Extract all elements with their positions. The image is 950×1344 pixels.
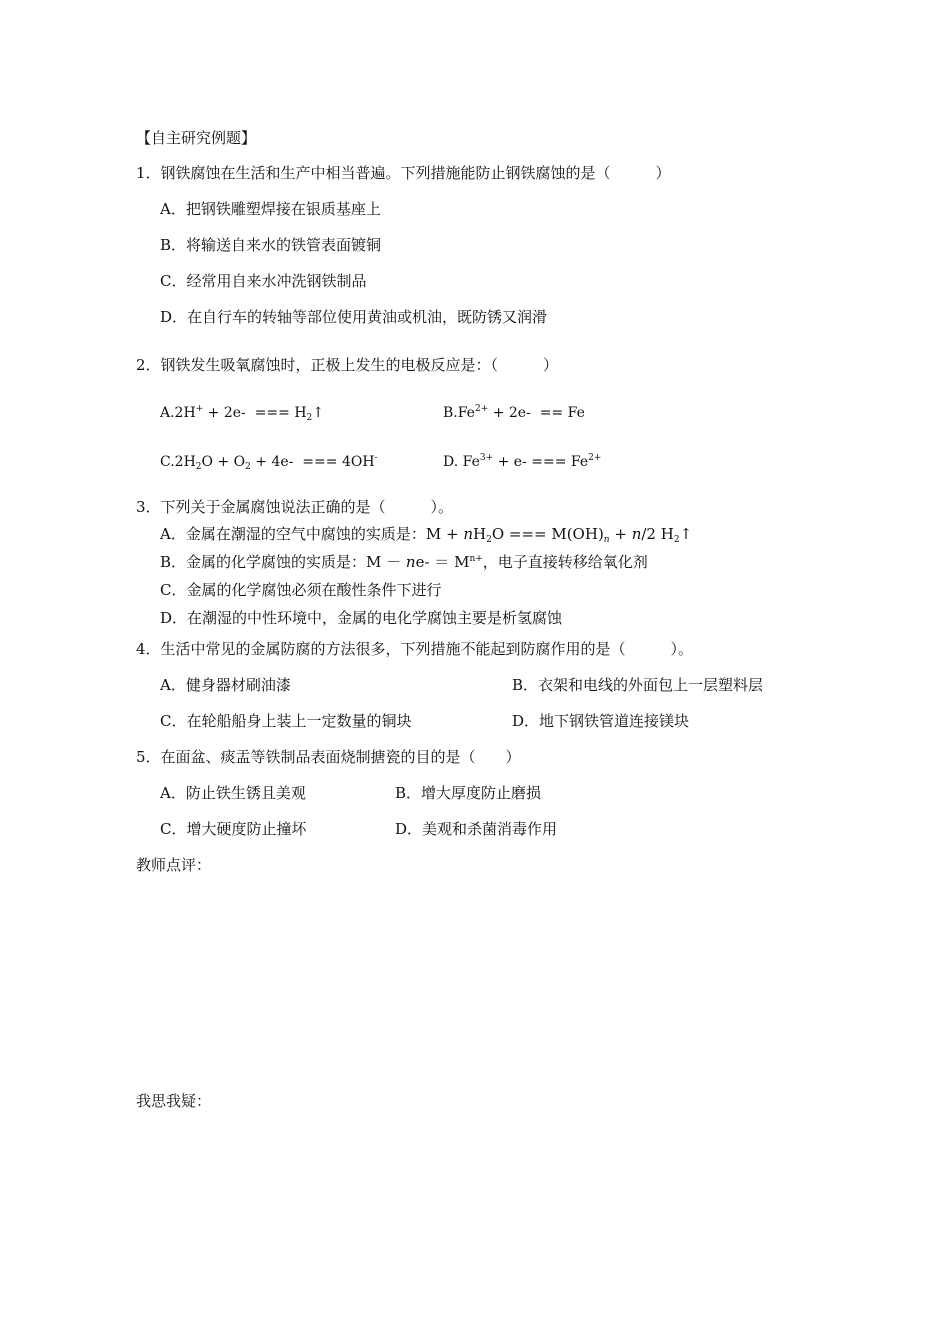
question-1-option-d: D．在自行车的转轴等部位使用黄油或机油，既防锈又润滑 bbox=[160, 308, 548, 326]
question-3-option-b: B．金属的化学腐蚀的实质是：$M - ne- = M^{n+}$，电子直接转移给氧化剂 bbox=[160, 553, 648, 571]
question-4-option-c: C．在轮船船身上装上一定数量的铜块 bbox=[160, 712, 412, 730]
question-3-option-a: A．金属在潮湿的空气中腐蚀的实质是：$M + nH_2O$ === $M(OH)_n + n/2$ $H_2↑$ bbox=[160, 525, 693, 545]
question-5-option-d: D．美观和杀菌消毒作用 bbox=[395, 820, 558, 838]
question-4-option-a: A．健身器材刷油漆 bbox=[160, 676, 291, 694]
question-3-stem: 3．下列关于金属腐蚀说法正确的是（ ）。 bbox=[136, 498, 454, 516]
question-3-option-c: C．金属的化学腐蚀必须在酸性条件下进行 bbox=[160, 581, 442, 599]
question-4-stem: 4．生活中常见的金属防腐的方法很多，下列措施不能起到防腐作用的是（ ）。 bbox=[136, 640, 694, 658]
question-2-option-c: $C.2H_2O + O_2 + 4e-$ === 4OH- bbox=[160, 453, 378, 472]
question-5-stem: 5．在面盆、痰盂等铁制品表面烧制搪瓷的目的是（ ） bbox=[136, 748, 521, 766]
question-2-option-b: $B.Fe^{2+} + 2e- == Fe$ bbox=[443, 404, 585, 421]
question-1-stem: 1．钢铁腐蚀在生活和生产中相当普遍。下列措施能防止钢铁腐蚀的是（ ） bbox=[136, 164, 671, 182]
question-2-stem: 2．钢铁发生吸氧腐蚀时，正极上发生的电极反应是：（ ） bbox=[136, 356, 559, 374]
question-5-option-c: C．增大硬度防止撞坏 bbox=[160, 820, 307, 838]
question-2-option-d: D. $Fe^{3+} + e-$ === $Fe^{2+}$ bbox=[443, 453, 602, 470]
my-thoughts-label: 我思我疑： bbox=[136, 1092, 212, 1110]
question-1-option-b: B．将输送自来水的铁管表面镀铜 bbox=[160, 236, 382, 254]
question-4-option-d: D．地下钢铁管道连接镁块 bbox=[512, 712, 690, 730]
question-3-option-d: D．在潮湿的中性环境中，金属的电化学腐蚀主要是析氢腐蚀 bbox=[160, 609, 563, 627]
question-1-option-a: A．把钢铁雕塑焊接在银质基座上 bbox=[160, 200, 381, 218]
question-4-option-b: B．衣架和电线的外面包上一层塑料层 bbox=[512, 676, 764, 694]
question-5-option-b: B．增大厚度防止磨损 bbox=[395, 784, 542, 802]
teacher-comment-label: 教师点评： bbox=[136, 856, 212, 874]
section-title: 【自主研究例题】 bbox=[136, 129, 257, 147]
question-5-option-a: A．防止铁生锈且美观 bbox=[160, 784, 306, 802]
question-2-option-a: A.2H+ + 2e- === $H_2↑$ bbox=[160, 404, 325, 423]
question-1-option-c: C．经常用自来水冲洗钢铁制品 bbox=[160, 272, 367, 290]
